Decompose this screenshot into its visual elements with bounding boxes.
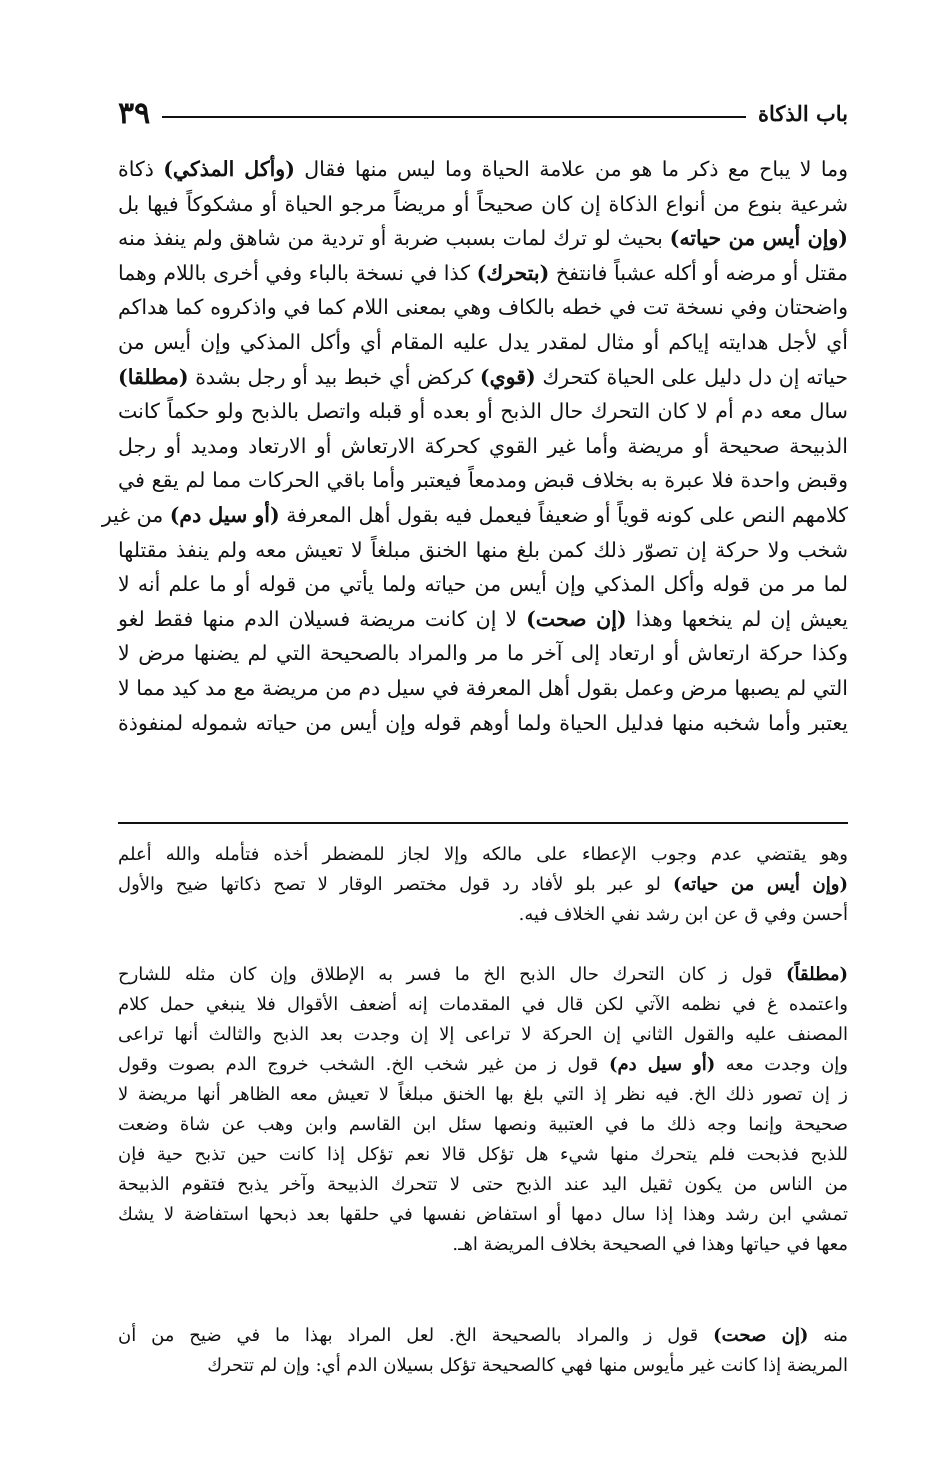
page-header xyxy=(118,92,848,134)
footnote-block-3 xyxy=(118,1321,848,1381)
footnote-line: المصنف عليه والقول الثاني إن الحركة لا تراعى إلا إن وجدت بعد الذبح والثالث أنها تراعى xyxy=(118,1024,848,1045)
footnote-line: وإن وجدت معه (أو سيل دم) قول ز من غير شخب الخ. الشخب خروج الدم بصوت وقول xyxy=(118,1054,848,1075)
footnote-block-2 xyxy=(118,960,848,1260)
text-line: وكذا حركة ارتعاش أو ارتعاد إلى آخر ما مر والمراد بالصحيحة التي لم يضنها مرض لا xyxy=(118,641,848,666)
footnote-line: ز إن تصور ذلك الخ. فيه نظر إذ التي بلغ بها الخنق مبلغاً لا تعيش معه الظاهر أنها مريضة لا xyxy=(118,1084,848,1105)
text-line: أي لأجل هدايته إياكم أو مثال لمقدر يدل عليه المقام أي وأكل المذكي وإن أيس من xyxy=(118,329,848,354)
text-line: حياته إن دل دليل على الحياة كتحرك (قوي) كركض أي خبط بيد أو رجل بشدة (مطلقا) xyxy=(118,364,848,389)
text-line: الذبيحة صحيحة أو مريضة وأما غير القوي كحركة الارتعاش أو الارتعاد ومديد أو رجل xyxy=(118,433,848,458)
footnote-block-1 xyxy=(118,840,848,930)
footnote-line: معها في حياتها وهذا في الصحيحة بخلاف المريضة اهـ. xyxy=(452,1234,848,1255)
text-line: مقتل أو مرضه أو أكله عشباً فانتفخ (بتحرك) كذا في نسخة بالباء وفي أخرى باللام وهما xyxy=(118,260,848,285)
text-line: يعتبر وأما شخبه منها فدليل الحياة ولما أوهم قوله وإن أيس من حياته شموله لمنفوذة xyxy=(118,710,848,735)
text-line: (وإن أيس من حياته) بحيث لو ترك لمات بسبب ضربة أو تردية من شاهق ولم ينفذ منه xyxy=(118,226,848,251)
text-line: شخب ولا حركة إن تصوّر ذلك كمن بلغ منها الخنق مبلغاً لا تعيش معه ولم ينفذ مقتلها xyxy=(118,537,848,562)
footnote-line: صحيحة وإنما وجه ذلك ما في العتبية ونصها سئل ابن القاسم وابن وهب عن شاة وضعت xyxy=(118,1114,848,1135)
footnote-line: من الناس من يكون ثقيل اليد عند الذبح حتى لا تتحرك الذبيحة وآخر يذبح فتقوم الذبيحة xyxy=(118,1174,848,1195)
footnote-line: تمشي ابن رشد وهذا إذا سال دمها أو استفاض نفسها في حلقها بعد ذبحها استفاضة لا يشك xyxy=(118,1204,848,1225)
text-line: وقبض واحدة فلا عبرة به بخلاف قبض ومدمعاً فيعتبر وأما باقي الحركات مما لم يقع في xyxy=(118,468,848,493)
footnote-line: (وإن أيس من حياته) لو عبر بلو لأفاد رد قول مختصر الوقار لا تصح ذكاتها ضيح والأول xyxy=(118,874,848,895)
footnote-line: واعتمده غ في نظمه الآتي لكن قال في المقدمات إنه أضعف الأقوال فلا ينبغي حمل كلام xyxy=(118,994,848,1015)
chapter-title: باب الذكاة xyxy=(758,100,848,126)
text-line: واضحتان وفي نسخة تت في خطه بالكاف وهي بمعنى اللام كما في واذكروه كما هداكم xyxy=(118,295,848,320)
text-line: التي لم يصبها مرض وعمل بقول أهل المعرفة في سيل دم من مريضة مع مد كيد مما لا xyxy=(118,675,848,700)
text-line: شرعية بنوع من أنواع الذكاة إن كان صحيحاً أو مريضاً مرجو الحياة أو مشكوكاً فيها بل xyxy=(118,191,848,216)
page-number: ٣٩ xyxy=(118,95,151,131)
text-line: وما لا يباح مع ذكر ما هو من علامة الحياة وما ليس منها فقال (وأكل المذكي) ذكاة xyxy=(118,157,848,181)
footnote-line: (مطلقاً) قول ز كان التحرك حال الذبح الخ ما فسر به الإطلاق وإن كان مثله للشارح xyxy=(118,964,848,985)
footnote-separator xyxy=(118,822,848,824)
footnote-line: للذبح فذبحت فلم يتحرك منها شيء هل تؤكل قالا نعم تؤكل إذا كانت حين تذبح حية فإن xyxy=(118,1144,848,1165)
footnote-line: أحسن وفي ق عن ابن رشد نفي الخلاف فيه. xyxy=(518,904,848,925)
text-line: سال معه دم أم لا كان التحرك حال الذبح أو بعده أو قبله واتصل بالذبح ولو حكماً كانت xyxy=(118,399,848,424)
text-line: لما مر من قوله وأكل المذكي وإن أيس من حياته ولما يأتي من قوله أو ما علم أنه لا xyxy=(118,572,848,597)
main-text xyxy=(101,152,849,740)
text-line: كلامهم النص على كونه قوياً أو ضعيفاً فيعمل فيه بقول أهل المعرفة (أو سيل دم) من غير xyxy=(101,502,848,527)
footnote-line: وهو يقتضي عدم وجوب الإعطاء على مالكه وإلا لجاز للمضطر أخذه فتأمله والله أعلم xyxy=(118,844,848,865)
text-line: يعيش إن لم ينخعها وهذا (إن صحت) لا إن كانت مريضة فسيلان الدم منها فقط لغو xyxy=(118,606,849,631)
header-rule xyxy=(162,116,746,118)
footnote-line: المريضة إذا كانت غير مأيوس منها فهي كالصحيحة تؤكل بسيلان الدم أي: وإن لم تتحرك xyxy=(207,1355,848,1376)
footnote-line: منه (إن صحت) قول ز والمراد بالصحيحة الخ. لعل المراد بهذا ما في ضيح من أن xyxy=(118,1325,848,1346)
